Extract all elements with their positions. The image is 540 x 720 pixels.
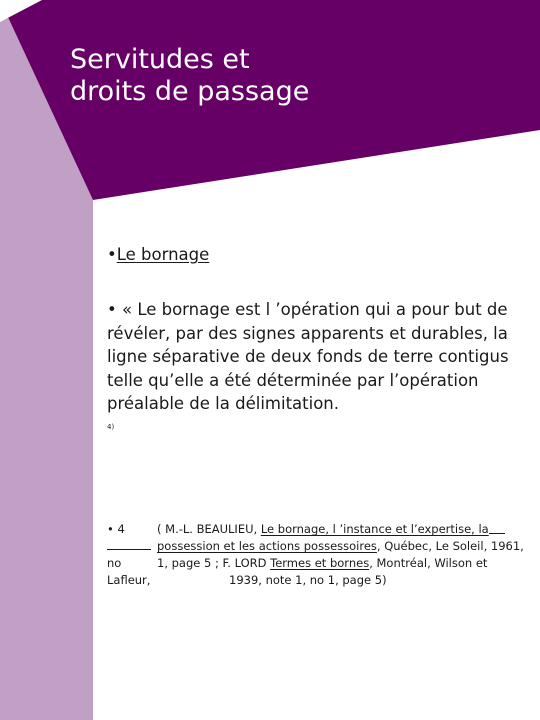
bullet-le-bornage-text: Le bornage: [116, 245, 210, 264]
title-line-2: droits de passage: [70, 76, 310, 107]
footnote-author-1: ( M.-L. BEAULIEU,: [157, 522, 258, 536]
definition-quote: [107, 298, 532, 439]
footnote-work-1a: Le bornage, l ’instance et l’expertise, la: [260, 522, 489, 536]
footnote-work-2: Termes et bornes: [270, 556, 370, 570]
footnote-line-3-text: [157, 555, 487, 572]
quote-line-3: ligne séparative de deux fonds de terre contigus: [107, 347, 509, 366]
bullet-le-bornage: [107, 245, 209, 264]
footnote-line-1-text: [157, 521, 505, 538]
quote-line-5-text: préalable de la délimitation.: [107, 394, 339, 413]
footnote-underline-indent: [107, 538, 151, 550]
footnote-marker: • 4: [107, 522, 125, 536]
footnote-ref-continued: 1, page 5 ; F. LORD: [157, 556, 267, 570]
quote-line-1: • « Le bornage est l ’opération qui a pour but de: [107, 300, 508, 319]
footnote-reference: 4): [107, 422, 115, 431]
footnote-underline-filler: [489, 522, 505, 534]
quote-line-4: telle qu’elle a été déterminée par l’opération: [107, 370, 479, 390]
quote-line-2: révéler, par des signes apparents et durables, la: [107, 323, 508, 343]
bullet-marker: •: [107, 245, 117, 264]
footnote-line-2-text: [157, 538, 524, 555]
footnote-no-label: no: [107, 556, 122, 570]
slide-title: [70, 44, 490, 108]
title-line-1: Servitudes et: [70, 44, 250, 75]
footnote-publisher-1: , Québec, Le Soleil, 1961,: [376, 539, 524, 553]
footnote-lafleur: Lafleur,: [107, 573, 151, 587]
footnote-line-4-text: 1939, note 1, no 1, page 5): [229, 573, 387, 587]
footnote-work-1b: possession et les actions possessoires: [157, 539, 377, 553]
quote-line-5: [107, 392, 532, 439]
footnote-publisher-2: , Montréal, Wilson et: [369, 556, 488, 570]
